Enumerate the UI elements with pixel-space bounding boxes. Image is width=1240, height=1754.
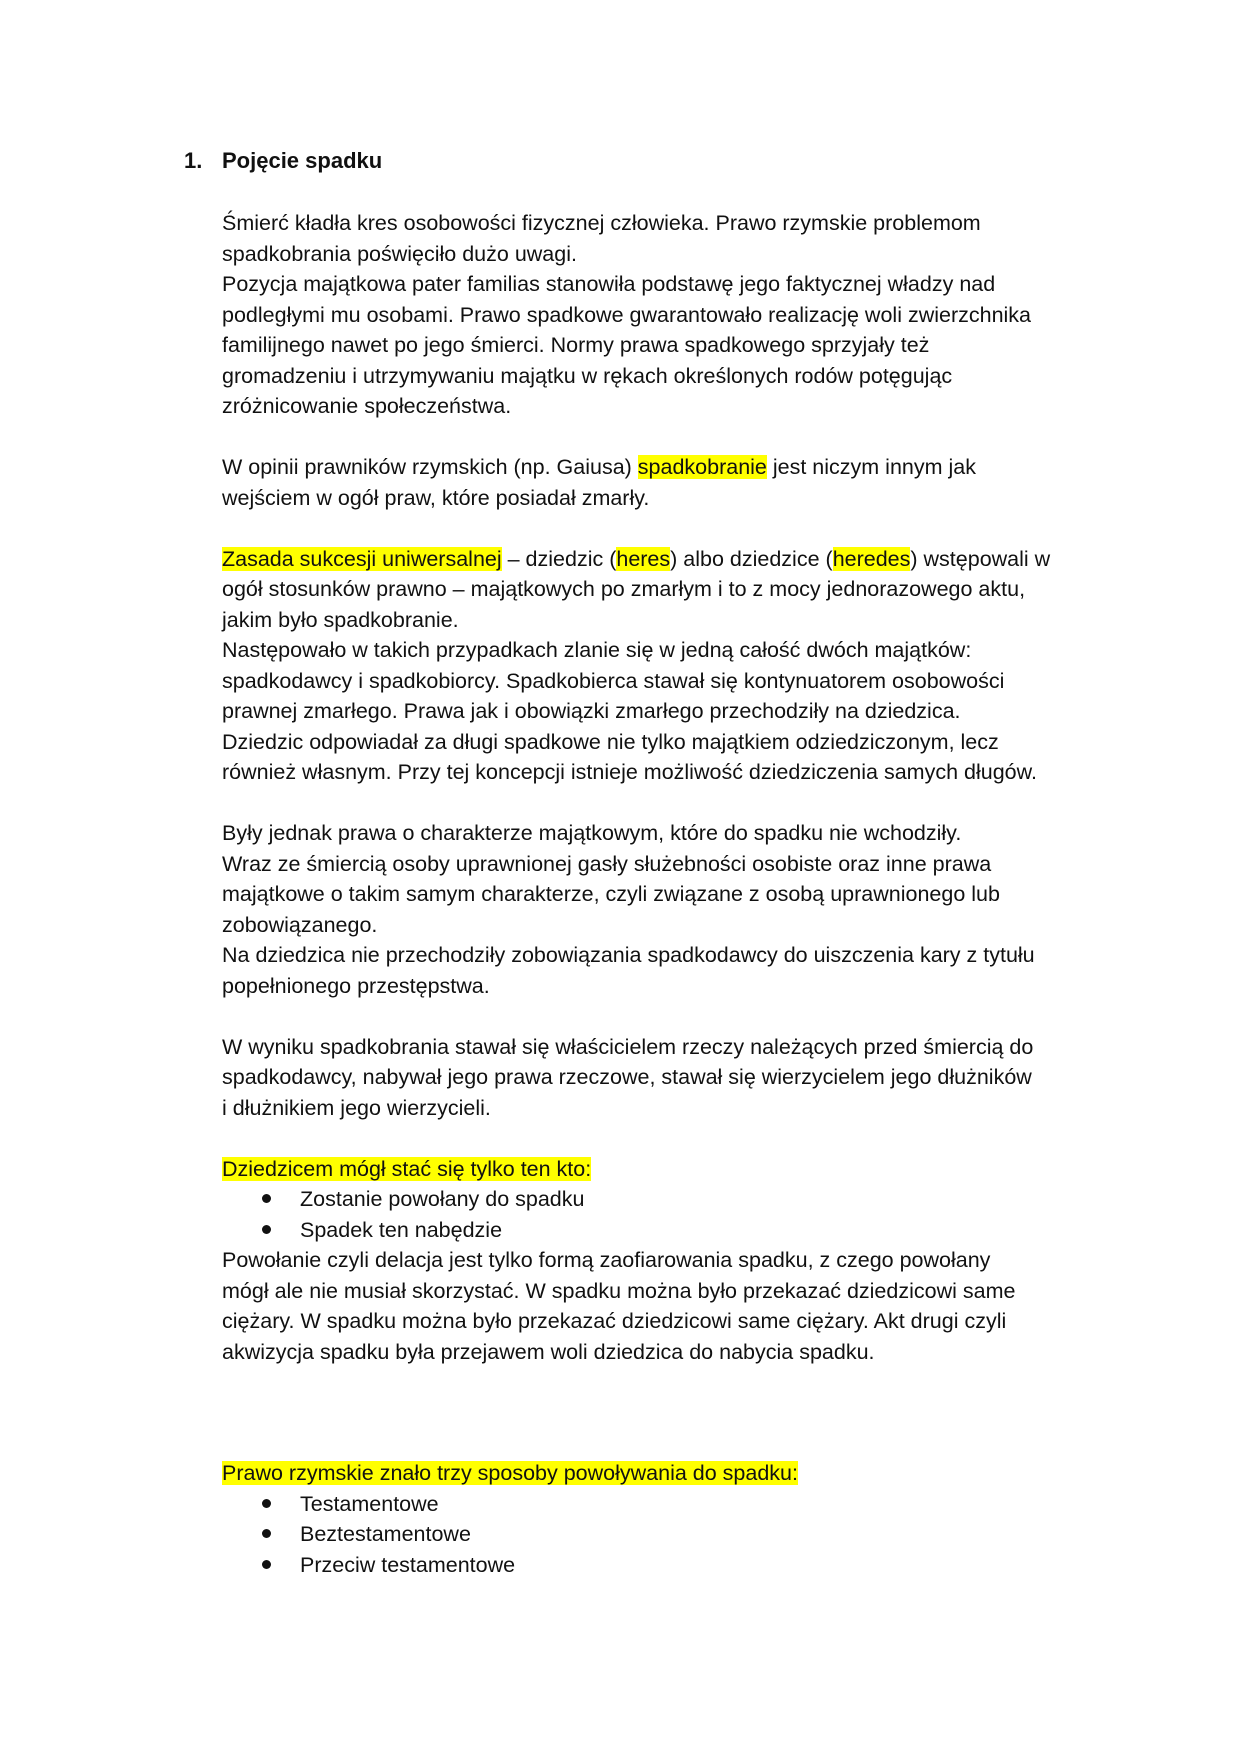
bullet-icon xyxy=(262,1225,271,1234)
paragraph-gap xyxy=(222,513,1122,544)
highlighted-term: heres xyxy=(616,546,671,571)
heir-conditions-title xyxy=(222,1154,1122,1185)
text-line: Śmierć kładła kres osobowości fizycznej człowieka. Prawo rzymskie problemom xyxy=(222,211,981,235)
highlighted-term: Dziedzicem mógł stać się tylko ten kto: xyxy=(222,1156,592,1181)
paragraph xyxy=(222,452,1122,513)
text-run: – dziedzic ( xyxy=(501,546,617,571)
text-line: Dziedzic odpowiadał za długi spadkowe nie tylko majątkiem odziedziczonym, lecz xyxy=(222,729,999,754)
methods-list xyxy=(222,1489,1122,1581)
highlighted-term: Prawo rzymskie znało trzy sposoby powoływania do spadku: xyxy=(222,1461,798,1485)
highlighted-term: spadkobranie xyxy=(637,455,767,479)
paragraph xyxy=(222,818,1122,1001)
text-line: majątkowe o takim samym charakterze, czyli związane z osobą uprawnionego lub xyxy=(222,882,1000,906)
paragraph xyxy=(222,1245,1122,1367)
text-line: W wyniku spadkobrania stawał się właścicielem rzeczy należących przed śmiercią do xyxy=(222,1034,1034,1059)
text-line: prawnej zmarłego. Prawa jak i obowiązki zmarłego przechodziły na dziedzica. xyxy=(222,699,961,723)
text-line: akwizycja spadku była przejawem woli dziedzica do nabycia spadku. xyxy=(222,1339,875,1364)
section-heading xyxy=(184,146,382,176)
text-line: wejściem w ogół praw, które posiadał zmarły. xyxy=(222,485,650,510)
document-body xyxy=(222,208,1122,1580)
bullet-icon xyxy=(262,1529,271,1538)
text-line: jakim było spadkobranie. xyxy=(222,607,459,632)
paragraph xyxy=(222,544,1122,636)
heir-conditions-list xyxy=(222,1184,1122,1245)
list-item-text: Przeciw testamentowe xyxy=(300,1552,516,1577)
list-item-text: Testamentowe xyxy=(300,1491,439,1516)
list-item-text: Zostanie powołany do spadku xyxy=(300,1187,585,1211)
list-item xyxy=(262,1519,1122,1550)
text-line: Wraz ze śmiercią osoby uprawnionej gasły służebności osobiste oraz inne prawa xyxy=(222,851,992,876)
text-line: i dłużnikiem jego wierzycieli. xyxy=(222,1095,491,1120)
text-line: zobowiązanego. xyxy=(222,912,378,937)
section-gap xyxy=(222,1367,1122,1458)
paragraph xyxy=(222,208,1122,269)
list-item xyxy=(262,1184,1122,1215)
text-line: Były jednak prawa o charakterze majątkowym, które do spadku nie wchodziły. xyxy=(222,821,962,845)
bullet-icon xyxy=(262,1499,271,1508)
paragraph xyxy=(222,635,1122,788)
list-item-text: Spadek ten nabędzie xyxy=(300,1217,503,1242)
text-run: ) wstępowali w xyxy=(910,546,1051,571)
section-number: 1. xyxy=(184,148,203,173)
text-line: Pozycja majątkowa pater familias stanowiła podstawę jego faktycznej władzy nad xyxy=(222,272,996,296)
text-line: Powołanie czyli delacja jest tylko formą zaofiarowania spadku, z czego powołany xyxy=(222,1248,991,1272)
paragraph-gap xyxy=(222,422,1122,453)
text-run: W opinii prawników rzymskich (np. Gaiusa) xyxy=(222,455,638,479)
paragraph xyxy=(222,1032,1122,1124)
text-line: spadkodawcy i spadkobiorcy. Spadkobierca stawał się kontynuatorem osobowości xyxy=(222,668,1005,693)
text-line: popełnionego przestępstwa. xyxy=(222,973,490,998)
bullet-icon xyxy=(262,1560,271,1569)
list-item xyxy=(262,1215,1122,1246)
text-line: zróżnicowanie społeczeństwa. xyxy=(222,394,512,418)
bullet-icon xyxy=(262,1194,271,1203)
list-item-text: Beztestamentowe xyxy=(300,1522,471,1546)
highlighted-term: Zasada sukcesji uniwersalnej xyxy=(222,546,502,571)
text-line: spadkobrania poświęciło dużo uwagi. xyxy=(222,241,577,266)
text-line: gromadzeniu i utrzymywaniu majątku w rękach określonych rodów potęgując xyxy=(222,363,953,388)
text-line: Na dziedzica nie przechodziły zobowiązania spadkodawcy do uiszczenia kary z tytułu xyxy=(222,943,1035,967)
text-line: spadkodawcy, nabywał jego prawa rzeczowe, stawał się wierzycielem jego dłużników xyxy=(222,1065,1032,1089)
paragraph-gap xyxy=(222,1123,1122,1154)
methods-title xyxy=(222,1458,1122,1489)
text-line: podległymi mu osobami. Prawo spadkowe gwarantowało realizację woli zwierzchnika xyxy=(222,302,1032,327)
text-line: ciężary. W spadku można było przekazać dziedzicowi same ciężary. Akt drugi czyli xyxy=(222,1309,1007,1333)
highlighted-term: heredes xyxy=(832,546,911,571)
text-run: ) albo dziedzice ( xyxy=(670,546,833,571)
list-item xyxy=(262,1489,1122,1520)
text-run: jest niczym innym jak xyxy=(766,455,976,479)
text-line: Następowało w takich przypadkach zlanie się w jedną całość dwóch majątków: xyxy=(222,638,972,662)
text-line: ogół stosunków prawno – majątkowych po zmarłym i to z mocy jednorazowego aktu, xyxy=(222,577,1026,601)
paragraph-gap xyxy=(222,788,1122,819)
text-line: familijnego nawet po jego śmierci. Normy prawa spadkowego sprzyjały też xyxy=(222,333,930,357)
section-title: Pojęcie spadku xyxy=(222,148,383,173)
paragraph xyxy=(222,269,1122,422)
paragraph-gap xyxy=(222,1001,1122,1032)
text-line: mógł ale nie musiał skorzystać. W spadku można było przekazać dziedzicowi same xyxy=(222,1278,1016,1303)
text-line: również własnym. Przy tej koncepcji istnieje możliwość dziedziczenia samych długów. xyxy=(222,760,1037,784)
list-item xyxy=(262,1550,1122,1581)
